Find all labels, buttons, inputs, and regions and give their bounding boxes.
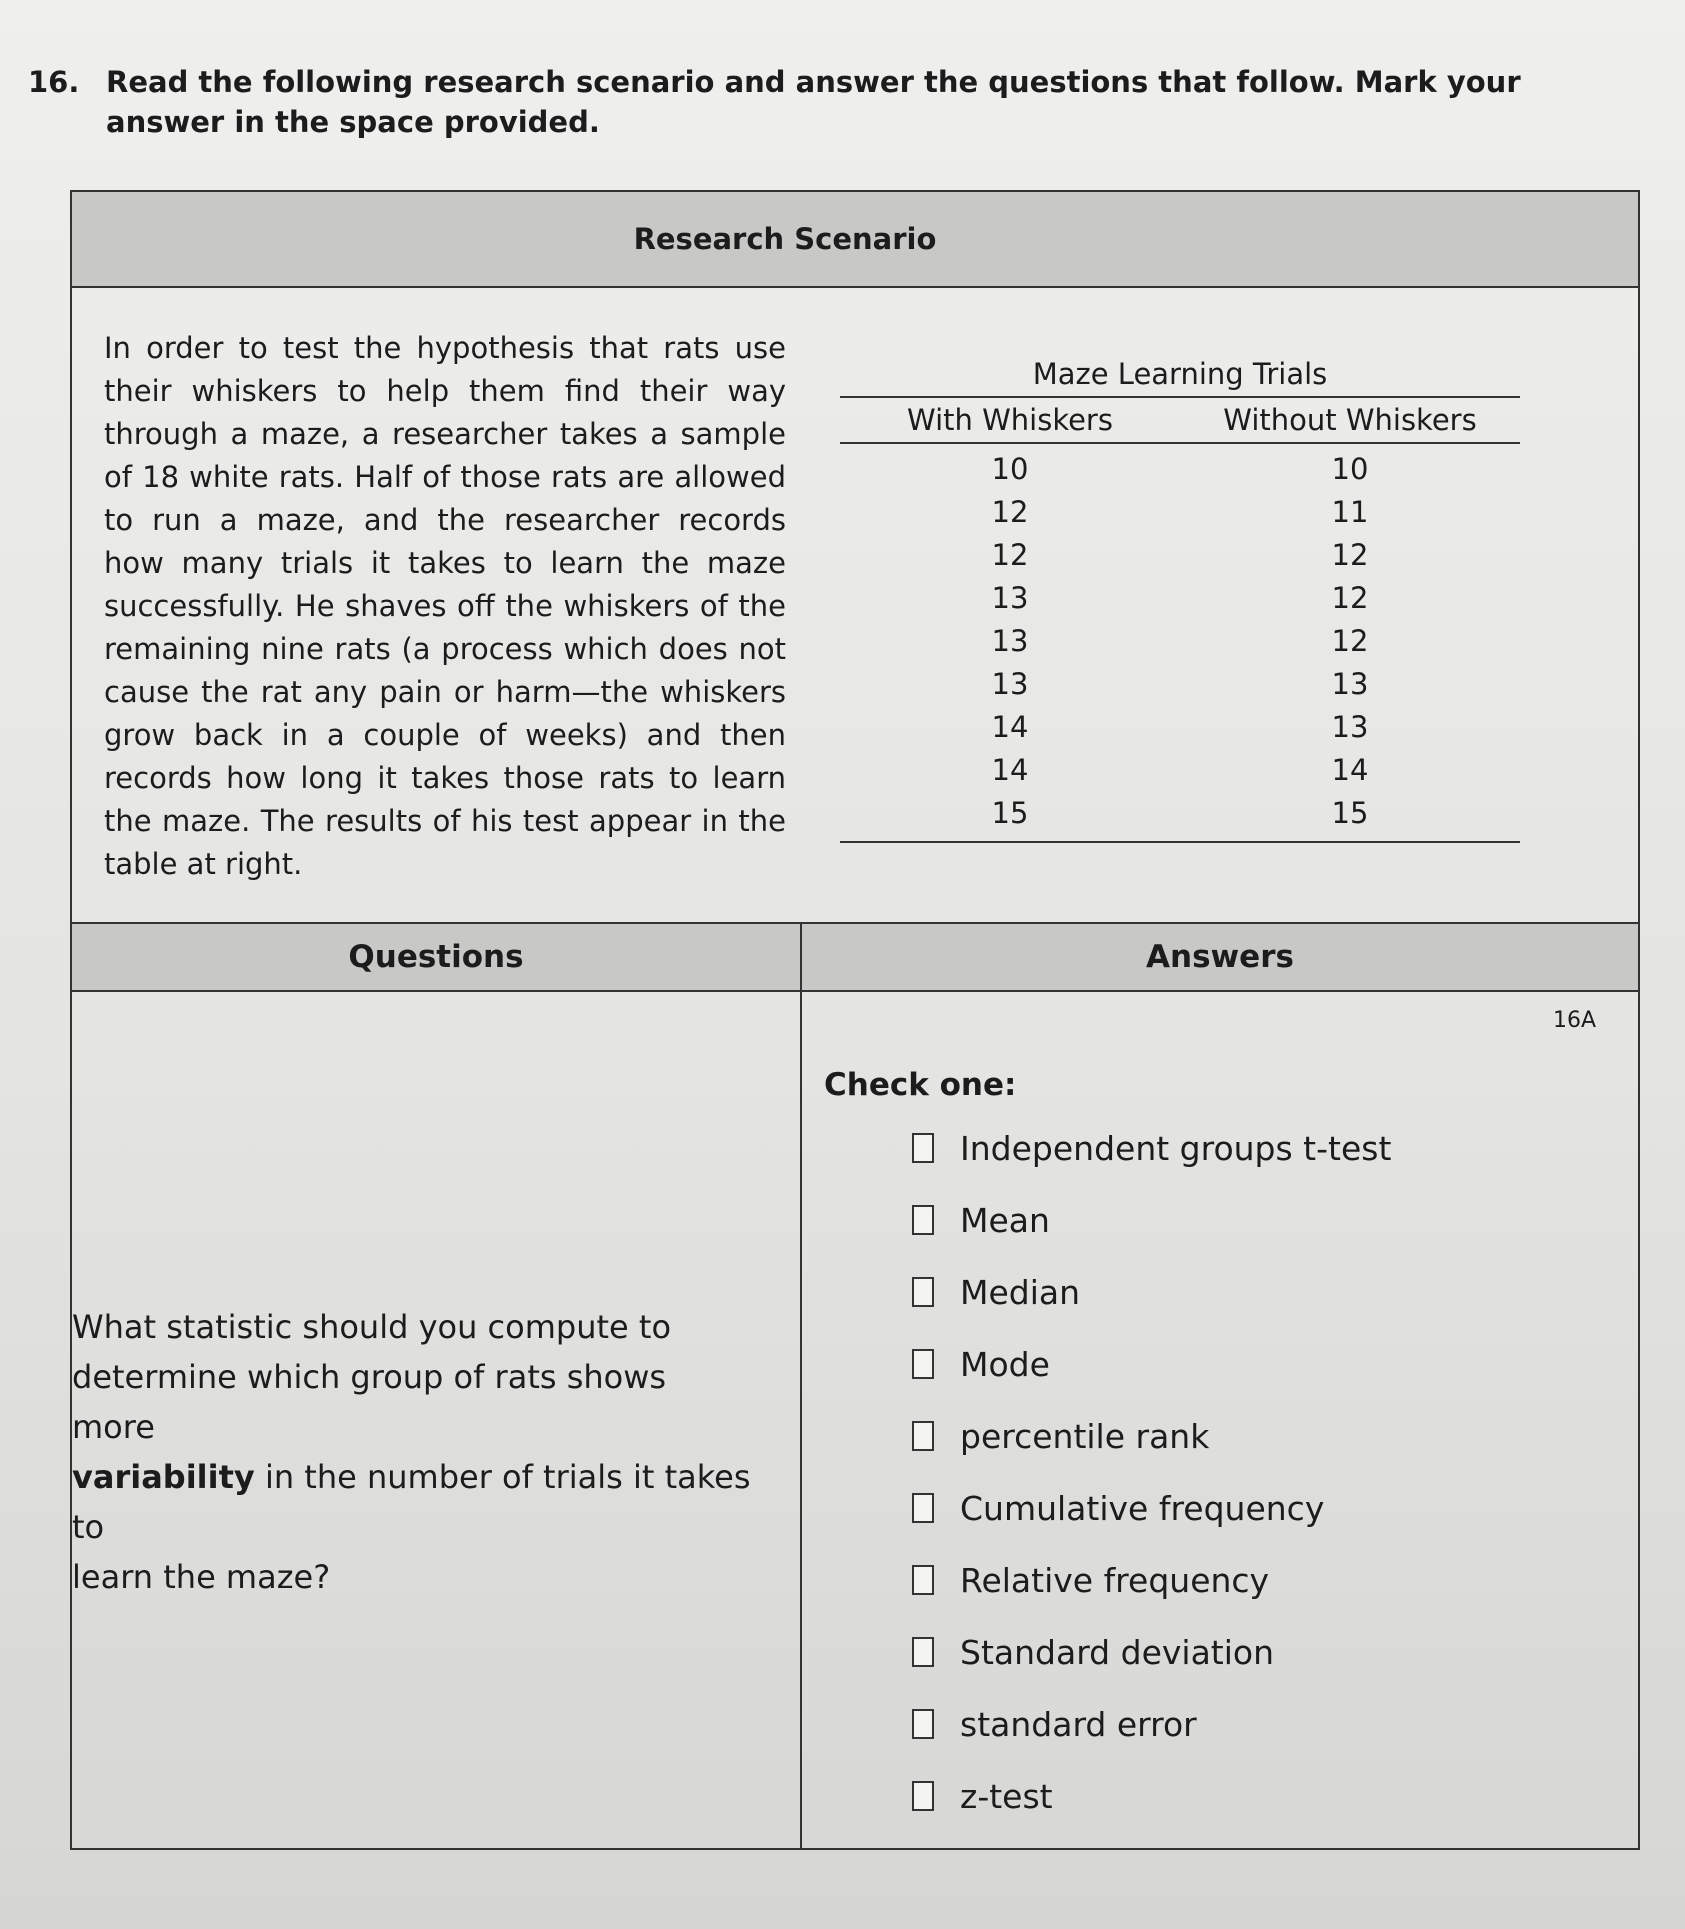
checkbox[interactable] (912, 1277, 934, 1307)
table-cell: 12 (1331, 538, 1369, 572)
table-cell: 13 (1331, 710, 1369, 744)
option-percentile-rank[interactable] (912, 1400, 1592, 1472)
with-whiskers-column (840, 444, 1180, 841)
table-cell: 14 (1331, 753, 1369, 787)
answer-code: 16A (1552, 1008, 1596, 1033)
option-label: standard error (960, 1704, 1197, 1744)
option-standard-error[interactable] (912, 1688, 1592, 1760)
question-line: determine which group of rats shows more (72, 1358, 667, 1446)
question-number: 16. (28, 65, 80, 99)
table-cell: 14 (991, 753, 1029, 787)
answers-header: Answers (1146, 939, 1294, 975)
scenario-header (72, 192, 1638, 288)
checkbox[interactable] (912, 1349, 934, 1379)
checkbox[interactable] (912, 1565, 934, 1595)
questions-header: Questions (72, 924, 802, 990)
option-label: Cumulative frequency (960, 1488, 1325, 1528)
option-cumulative-frequency[interactable] (912, 1472, 1592, 1544)
table-cell: 12 (1331, 581, 1369, 615)
table-cell: 13 (1331, 667, 1369, 701)
option-label: Median (960, 1272, 1081, 1312)
question-line (72, 1452, 752, 1552)
option-label: Independent groups t-test (960, 1128, 1392, 1168)
maze-table-body (840, 444, 1520, 843)
question-line-rest: in the number of trials it takes to (72, 1458, 751, 1546)
without-whiskers-column (1180, 444, 1520, 841)
question-text (72, 1302, 752, 1602)
option-median[interactable] (912, 1256, 1592, 1328)
question-line: What statistic should you compute to (72, 1308, 672, 1346)
maze-table-title: Maze Learning Trials (840, 352, 1520, 398)
question-instruction: Read the following research scenario and answer the questions that follow. Mark your answer in the space provided. (106, 65, 1521, 139)
option-label: Mode (960, 1344, 1050, 1384)
table-cell: 12 (1331, 624, 1369, 658)
col-header-with-whiskers: With Whiskers (907, 403, 1113, 437)
check-one-label: Check one: (824, 1067, 1017, 1103)
table-cell: 12 (991, 538, 1029, 572)
option-z-test[interactable] (912, 1760, 1592, 1832)
worksheet-table (70, 190, 1640, 1850)
table-cell: 13 (991, 667, 1029, 701)
checkbox[interactable] (912, 1709, 934, 1739)
col-header-without-whiskers: Without Whiskers (1223, 403, 1477, 437)
column-divider (800, 992, 802, 1848)
option-label: Mean (960, 1200, 1050, 1240)
answer-options (912, 1112, 1592, 1832)
option-independent-groups-t-test[interactable] (912, 1112, 1592, 1184)
table-cell: 11 (1331, 495, 1369, 529)
maze-table-header-row (840, 398, 1520, 444)
checkbox[interactable] (912, 1781, 934, 1811)
option-relative-frequency[interactable] (912, 1544, 1592, 1616)
table-cell: 12 (991, 495, 1029, 529)
maze-trials-table (840, 352, 1520, 843)
checkbox[interactable] (912, 1493, 934, 1523)
table-cell: 15 (1331, 796, 1369, 830)
checkbox[interactable] (912, 1637, 934, 1667)
qa-header-row (72, 922, 1638, 992)
option-label: Standard deviation (960, 1632, 1274, 1672)
table-cell: 13 (991, 624, 1029, 658)
checkbox[interactable] (912, 1205, 934, 1235)
table-cell: 13 (991, 581, 1029, 615)
question-line: learn the maze? (72, 1558, 331, 1596)
option-standard-deviation[interactable] (912, 1616, 1592, 1688)
option-label: z-test (960, 1776, 1053, 1816)
scenario-title: Research Scenario (633, 222, 937, 256)
scenario-text: In order to test the hypothesis that rats use their whiskers to help them find their way through a maze, a researcher takes a sample of 18 white rats. Half of those rats are allowed to run a maze, and the researcher records how many trials it takes to learn the maze successfully. He shaves off the whiskers of the remaining nine rats (a process which does not cause the rat any pain or harm—the whiskers grow back in a couple of weeks) and then records how long it takes those rats to learn the maze. The results of his test appear in the table at right. (104, 331, 786, 881)
table-cell: 15 (991, 796, 1029, 830)
option-mean[interactable] (912, 1184, 1592, 1256)
table-cell: 10 (991, 452, 1029, 486)
checkbox[interactable] (912, 1133, 934, 1163)
checkbox[interactable] (912, 1421, 934, 1451)
table-cell: 10 (1331, 452, 1369, 486)
option-label: Relative frequency (960, 1560, 1270, 1600)
option-mode[interactable] (912, 1328, 1592, 1400)
emphasis-variability: variability (72, 1458, 255, 1496)
table-cell: 14 (991, 710, 1029, 744)
option-label: percentile rank (960, 1416, 1210, 1456)
